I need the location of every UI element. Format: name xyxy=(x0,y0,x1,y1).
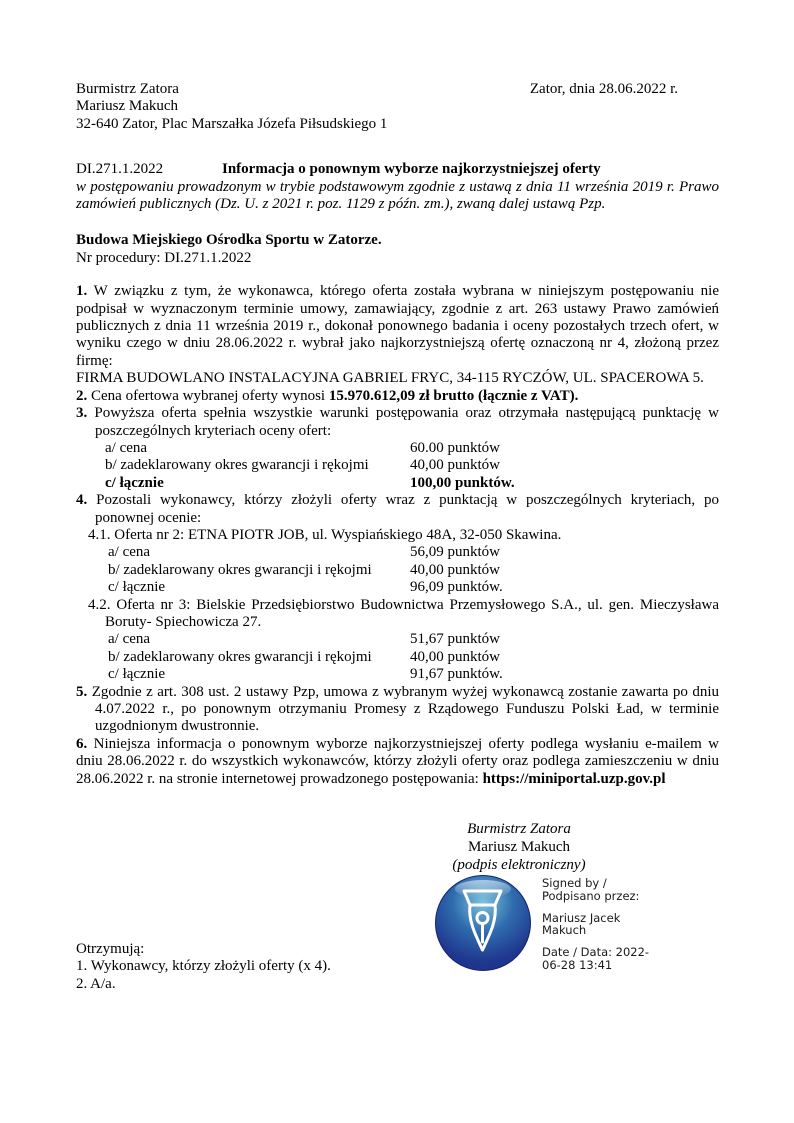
criterion-label: c/ łącznie xyxy=(108,579,166,596)
criterion-row xyxy=(76,440,719,457)
criterion-label: a/ cena xyxy=(105,439,148,456)
signer-title: Burmistrz Zatora xyxy=(467,821,571,837)
subject-block xyxy=(76,232,719,267)
signature-block xyxy=(404,820,634,874)
list-item-6 xyxy=(76,736,719,788)
criterion-row xyxy=(76,562,719,579)
item-3-text: Powyższa oferta spełnia wszystkie warunki postępowania oraz otrzymała następującą punktację w poszczególnych kryteriach oceny ofert: xyxy=(94,405,720,439)
list-item-3 xyxy=(76,405,719,440)
item-6-text: Niniejsza informacja o ponownym wyborze najkorzystniejszej oferty podlega wysłaniu e-mailem w dniu 28.06.2022 r. do wszystkich wykonawców, którzy złożyli oferty oraz podlega zamieszczeniu w dniu 28.06.2022 r. na stronie internetowej prowadzonego postępowania: xyxy=(76,735,720,787)
list-item-1 xyxy=(76,283,719,370)
criterion-row xyxy=(76,457,719,474)
place-and-date: Zator, dnia 28.06.2022 r. xyxy=(529,81,678,97)
letterhead xyxy=(76,81,719,133)
recipients-block xyxy=(76,941,331,993)
sender-address: 32-640 Zator, Plac Marszałka Józefa Piłsudskiego 1 xyxy=(76,115,388,132)
signature-note: (podpis elektroniczny) xyxy=(452,857,586,873)
item-3-number: 3. xyxy=(76,405,88,422)
criterion-value: 40,00 punktów xyxy=(410,457,500,474)
criterion-label: c/ łącznie xyxy=(108,666,166,683)
sender-title: Burmistrz Zatora xyxy=(76,81,179,97)
criterion-row xyxy=(76,579,719,596)
recipient-2: 2. A/a. xyxy=(76,975,116,992)
document-body xyxy=(76,0,719,788)
title-row xyxy=(76,161,719,178)
criterion-value: 40,00 punktów xyxy=(410,561,500,578)
criterion-label: b/ zadeklarowany okres gwarancji i rękojmi xyxy=(105,457,369,474)
electronic-signature-stamp xyxy=(434,874,649,981)
procedure-number: Nr procedury: DI.271.1.2022 xyxy=(76,249,252,266)
criterion-value: 56,09 punktów xyxy=(410,544,500,561)
stamp-signer-name-line2: Makuch xyxy=(542,923,587,938)
criterion-value: 40,00 punktów xyxy=(410,648,500,665)
stamp-signed-by-line1: Signed by / xyxy=(542,876,607,890)
criterion-label: a/ cena xyxy=(108,544,151,561)
criterion-value: 96,09 punktów. xyxy=(410,579,503,596)
offer-price: 15.970.612,09 zł brutto (łącznie z VAT). xyxy=(328,387,579,404)
item-4-text: Pozostali wykonawcy, którzy złożyli oferty wraz z punktacją w poszczególnych kryteriach, po ponownej ocenie: xyxy=(95,492,719,526)
item-5-text: Zgodnie z art. 308 ust. 2 ustawy Pzp, umowa z wybranym wyżej wykonawcą zostanie zawarta po dniu 4.07.2022 r., po ponownym otrzymaniu Promesy z Rządowego Funduszu Polski Ład, w terminie uzgodnionym dwustronnie. xyxy=(91,683,720,735)
document-title: Informacja o ponownym wyborze najkorzystniejszej oferty xyxy=(222,161,601,178)
procedure-url-link[interactable]: https://miniportal.uzp.gov.pl xyxy=(482,770,666,787)
item-2-text: Cena ofertowa wybranej oferty wynosi xyxy=(91,387,326,404)
criterion-row xyxy=(76,631,719,648)
project-name: Budowa Miejskiego Ośrodka Sportu w Zatorze. xyxy=(76,232,382,249)
criterion-value: 100,00 punktów. xyxy=(410,474,515,491)
recipient-1: 1. Wykonawcy, którzy złożyli oferty (x 4). xyxy=(76,958,331,975)
item-5-number: 5. xyxy=(76,683,88,700)
stamp-date-line2: 06-28 13:41 xyxy=(542,957,613,972)
criterion-row xyxy=(76,666,719,683)
numbered-list xyxy=(76,283,719,788)
stamp-date-line1: Date / Data: 2022- xyxy=(542,945,650,960)
signature-pen-icon xyxy=(434,874,532,972)
criterion-row xyxy=(76,544,719,561)
sender-name: Mariusz Makuch xyxy=(76,98,179,115)
stamp-text xyxy=(542,874,649,981)
criterion-label: b/ zadeklarowany okres gwarancji i rękojmi xyxy=(108,648,372,665)
offer-heading-4-1: 4.1. Oferta nr 2: ETNA PIOTR JOB, ul. Wyspiańskiego 48A, 32-050 Skawina. xyxy=(88,526,562,543)
criterion-value: 51,67 punktów xyxy=(410,631,500,648)
stamp-signed-by-line2: Podpisano przez: xyxy=(542,888,640,903)
list-item-4 xyxy=(76,492,719,527)
offer-heading-4-2: 4.2. Oferta nr 3: Bielskie Przedsiębiorstwo Budownictwa Przemysłowego S.A., ul. gen. Mieczysława Boruty- Spiechowicza 27. xyxy=(88,596,719,630)
criterion-row xyxy=(76,649,719,666)
case-number: DI.271.1.2022 xyxy=(76,161,164,178)
signer-name: Mariusz Makuch xyxy=(467,839,571,855)
item-4-number: 4. xyxy=(76,492,88,509)
criterion-label: a/ cena xyxy=(108,631,151,648)
criterion-value: 60.00 punktów xyxy=(410,439,500,456)
item-2-number: 2. xyxy=(76,387,88,404)
criterion-label: b/ zadeklarowany okres gwarancji i rękojmi xyxy=(108,561,372,578)
procedure-intro: w postępowaniu prowadzonym w trybie podstawowym zgodnie z ustawą z dnia 11 września 2019 r. Prawo zamówień publicznych (Dz. U. z 2021 r. poz. 1129 z późn. zm.), zwaną dalej ustawą Pzp. xyxy=(76,178,719,213)
criterion-value: 91,67 punktów. xyxy=(410,666,503,683)
criterion-label: c/ łącznie xyxy=(105,474,164,491)
list-item-5 xyxy=(76,684,719,736)
criterion-row-total xyxy=(76,475,719,492)
stamp-signer-name-line1: Mariusz Jacek xyxy=(542,910,621,925)
list-item-2 xyxy=(76,388,719,405)
selected-firm: FIRMA BUDOWLANO INSTALACYJNA GABRIEL FRYC, 34-115 RYCZÓW, UL. SPACEROWA 5. xyxy=(76,370,704,387)
recipients-label: Otrzymują: xyxy=(76,941,145,957)
item-1-number: 1. xyxy=(76,283,88,300)
item-6-number: 6. xyxy=(76,735,88,752)
item-1-text: W związku z tym, że wykonawca, którego oferta została wybrana w niniejszym postępowaniu nie podpisał w wyznaczonym terminie umowy, zamawiający, zgodnie z art. 263 ustawy Prawo zamówień publicznych z dnia 11 września 2019 r., dokonał ponownego badania i oceny pozostałych trzech ofert, w wyniku czego w dniu 28.06.2022 r. wybrał jako najkorzystniejszą ofertę oznaczoną nr 4, złożoną przez firmę: xyxy=(76,283,719,369)
